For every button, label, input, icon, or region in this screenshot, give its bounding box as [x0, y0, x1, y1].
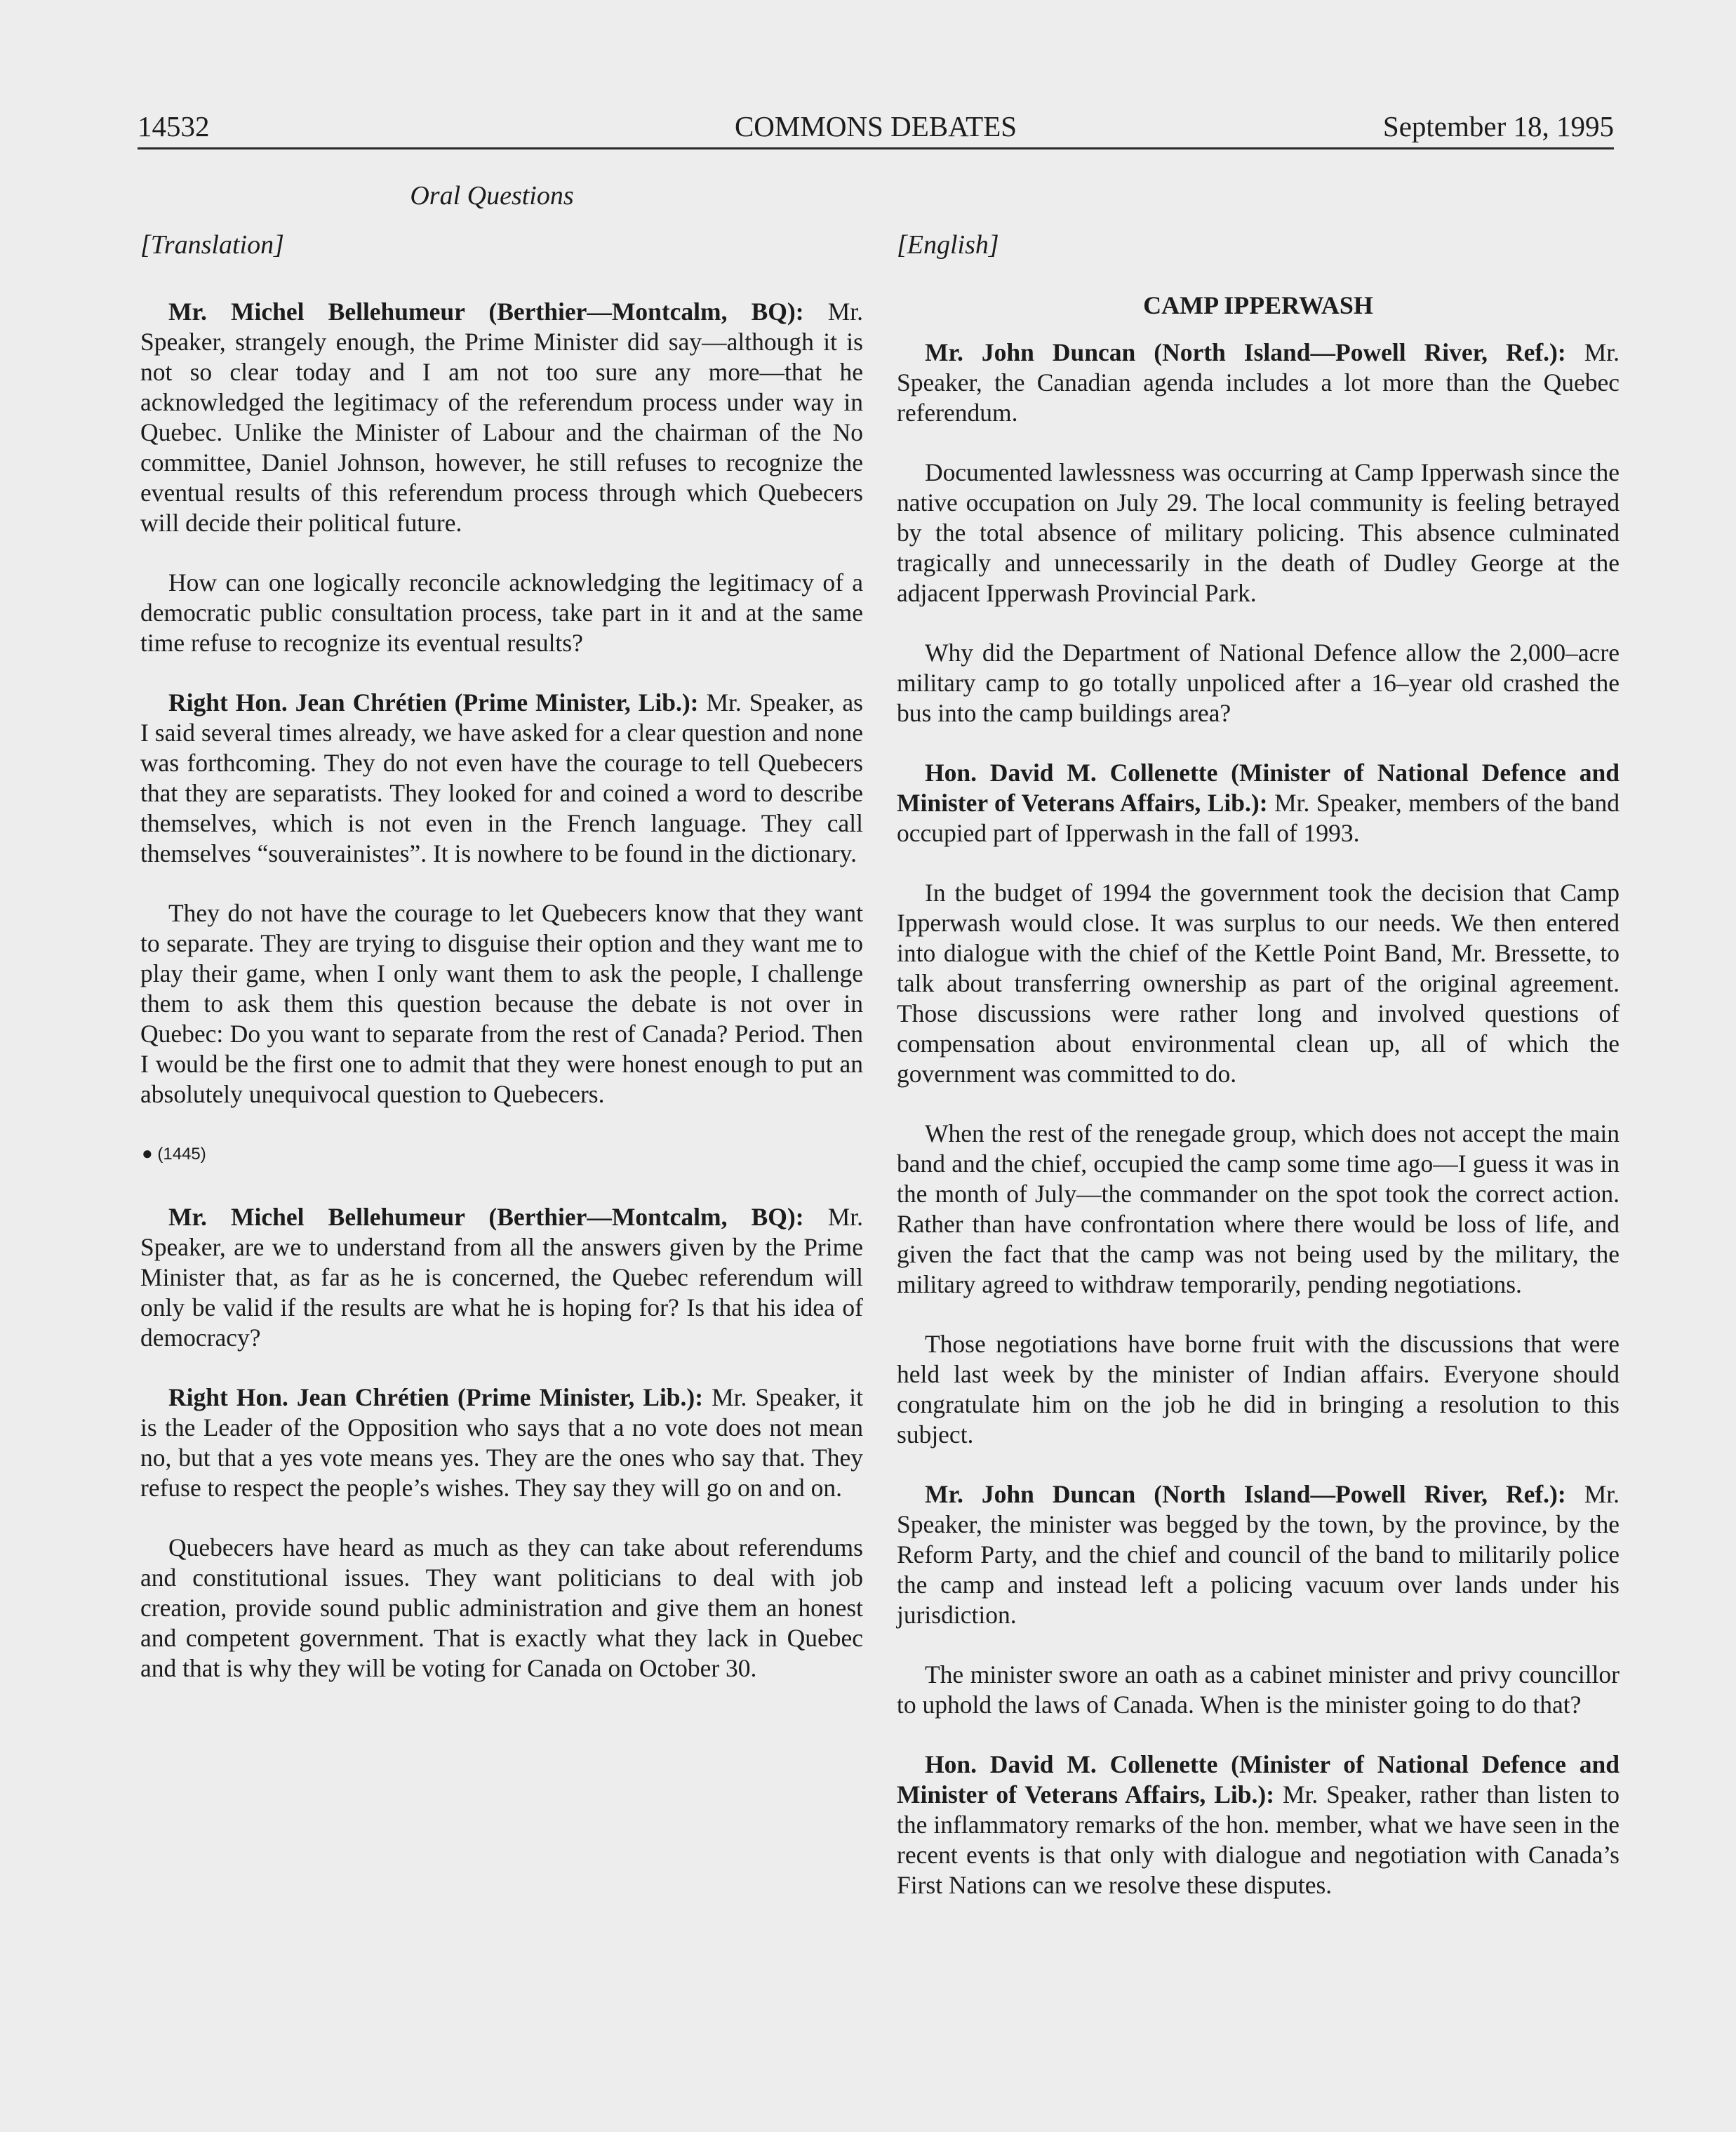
speech-paragraph: [897, 1479, 1620, 1630]
left-column: [140, 228, 863, 1713]
speech-text: Mr. Speaker, the Canadian agenda includes a lot more than the Quebec referendum.: [897, 338, 1620, 427]
speaker-name: Mr. John Duncan (North Island—Powell River, Ref.):: [925, 1480, 1566, 1508]
speech-text: The minister swore an oath as a cabinet minister and privy councillor to uphold the laws of Canada. When is the minister going to do that?: [897, 1660, 1620, 1719]
language-tag: [English]: [897, 230, 999, 260]
speaker-name: Mr. Michel Bellehumeur (Berthier—Montcalm, BQ):: [168, 1203, 804, 1231]
speech-paragraph: [897, 338, 1620, 428]
speech-text: Quebecers have heard as much as they can take about referendums and constitutional issues. They want politicians to deal with job creation, provide sound public administration and give them an honest and competent government. That is exactly what they lack in Quebec and that is why they will be voting for Canada on October 30.: [140, 1533, 863, 1682]
speech-text: They do not have the courage to let Quebecers know that they want to separate. They are trying to disguise their option and they want me to play their game, when I only want them to ask the people, I challenge them to ask them this question because the debate is not over in Quebec: Do you want to separate from the rest of Canada? Period. Then I would be the first one to admit that they were honest enough to put an absolutely unequivocal question to Quebecers.: [140, 899, 863, 1108]
speech-paragraph: [897, 1750, 1620, 1900]
speech-paragraph: [897, 758, 1620, 848]
publication-title: COMMONS DEBATES: [734, 110, 1017, 142]
speech-paragraph: [897, 1329, 1620, 1450]
speaker-name: Hon. David M. Collenette (Minister of National Defence and Minister of Veterans Affairs, Lib.):: [897, 1750, 1620, 1808]
speech-text: Documented lawlessness was occurring at Camp Ipperwash since the native occupation on July 29. The local community is feeling betrayed by the total absence of military policing. This absence culminated tragically and unnecessarily in the death of Dudley George at the adjacent Ipperwash Provincial Park.: [897, 458, 1620, 607]
page-number: 14532: [138, 110, 210, 142]
speech-text: Mr. Speaker, it is the Leader of the Opposition who says that a no vote does not mean no, but that a yes vote means yes. They are the ones who say that. They refuse to respect the people’s wishes. They say they will go on and on.: [140, 1383, 863, 1502]
speech-text: In the budget of 1994 the government took the decision that Camp Ipperwash would close. It was surplus to our needs. We then entered into dialogue with the chief of the Kettle Point Band, Mr. Bressette, to talk about transferring ownership as part of the original agreement. Those discussions were rather long and involved questions of compensation about environmental clean up, all of which the government was committed to do.: [897, 879, 1620, 1088]
speaker-name: Right Hon. Jean Chrétien (Prime Minister, Lib.):: [168, 1383, 704, 1411]
speech-paragraph: [140, 688, 863, 869]
speech-paragraph: [140, 1202, 863, 1353]
speech-text: Mr. Speaker, as I said several times already, we have asked for a clear question and none was forthcoming. They do not even have the courage to tell Quebecers that they are separatists. They looked for and coined a word to describe themselves, which is not even in the French language. They call themselves “souverainistes”. It is nowhere to be found in the dictionary.: [140, 688, 863, 867]
subject-heading: CAMP IPPERWASH: [1143, 291, 1373, 319]
section-title: Oral Questions: [410, 181, 574, 211]
speaker-name: Mr. Michel Bellehumeur (Berthier—Montcalm, BQ):: [168, 298, 804, 326]
speech-text: Mr. Speaker, strangely enough, the Prime Minister did say—although it is not so clear today and I am not too sure any more—that he acknowledged the legitimacy of the referendum process under way in Quebec. Unlike the Minister of Labour and the chairman of the No committee, Daniel Johnson, however, he still refuses to recognize the eventual results of this referendum process through which Quebecers will decide their political future.: [140, 298, 863, 537]
speech-paragraph: [140, 568, 863, 658]
speaker-name: Hon. David M. Collenette (Minister of National Defence and Minister of Veterans Affairs, Lib.):: [897, 759, 1620, 817]
speech-paragraph: [140, 297, 863, 538]
speech-text: Those negotiations have borne fruit with the discussions that were held last week by the minister of Indian affairs. Everyone should congratulate him on the job he did in bringing a resolution to this subject.: [897, 1330, 1620, 1448]
speech-text: Mr. Speaker, are we to understand from all the answers given by the Prime Minister that, as far as he is concerned, the Quebec referendum will only be valid if the results are what he is hoping for? Is that his idea of democracy?: [140, 1203, 863, 1352]
speaker-name: Mr. John Duncan (North Island—Powell River, Ref.):: [925, 338, 1566, 366]
speech-text: Why did the Department of National Defence allow the 2,000–acre military camp to go totally unpoliced after a 16–year old crashed the bus into the camp buildings area?: [897, 639, 1620, 727]
time-marker-text: (1445): [157, 1145, 206, 1164]
speech-paragraph: [897, 458, 1620, 608]
page-header: [138, 105, 1614, 147]
language-tag: [Translation]: [140, 230, 284, 260]
bullet-icon: ●: [142, 1142, 153, 1164]
publication-date: September 18, 1995: [1382, 110, 1614, 142]
speech-paragraph: [897, 1660, 1620, 1720]
speech-text: When the rest of the renegade group, which does not accept the main band and the chief, occupied the camp some time ago—I guess it was in the month of July—the commander on the spot took the correct action. Rather than have confrontation where there would be loss of life, and given the fact that the camp was not being used by the military, the military agreed to withdraw temporarily, pending negotiations.: [897, 1119, 1620, 1298]
speaker-name: Right Hon. Jean Chrétien (Prime Minister, Lib.):: [168, 688, 699, 717]
speech-paragraph: [140, 1533, 863, 1684]
speech-paragraph: [140, 898, 863, 1110]
speech-paragraph: [897, 1119, 1620, 1300]
time-marker: [142, 1139, 863, 1168]
speech-text: How can one logically reconcile acknowledging the legitimacy of a democratic public consultation process, take part in it and at the same time refuse to recognize its eventual results?: [140, 568, 863, 657]
speech-text: Mr. Speaker, members of the band occupied part of Ipperwash in the fall of 1993.: [897, 789, 1620, 847]
speech-paragraph: [897, 878, 1620, 1089]
speech-paragraph: [897, 638, 1620, 728]
right-column: [897, 228, 1620, 1930]
speech-text: Mr. Speaker, the minister was begged by the town, by the province, by the Reform Party, and the chief and council of the band to militarily police the camp and instead left a policing vacuum over lands under his jurisdiction.: [897, 1480, 1620, 1629]
speech-text: Mr. Speaker, rather than listen to the inflammatory remarks of the hon. member, what we have seen in the recent events is that only with dialogue and negotiation with Canada’s First Nations can we resolve these disputes.: [897, 1780, 1620, 1899]
speech-paragraph: [140, 1383, 863, 1503]
header-rule: [138, 147, 1614, 149]
